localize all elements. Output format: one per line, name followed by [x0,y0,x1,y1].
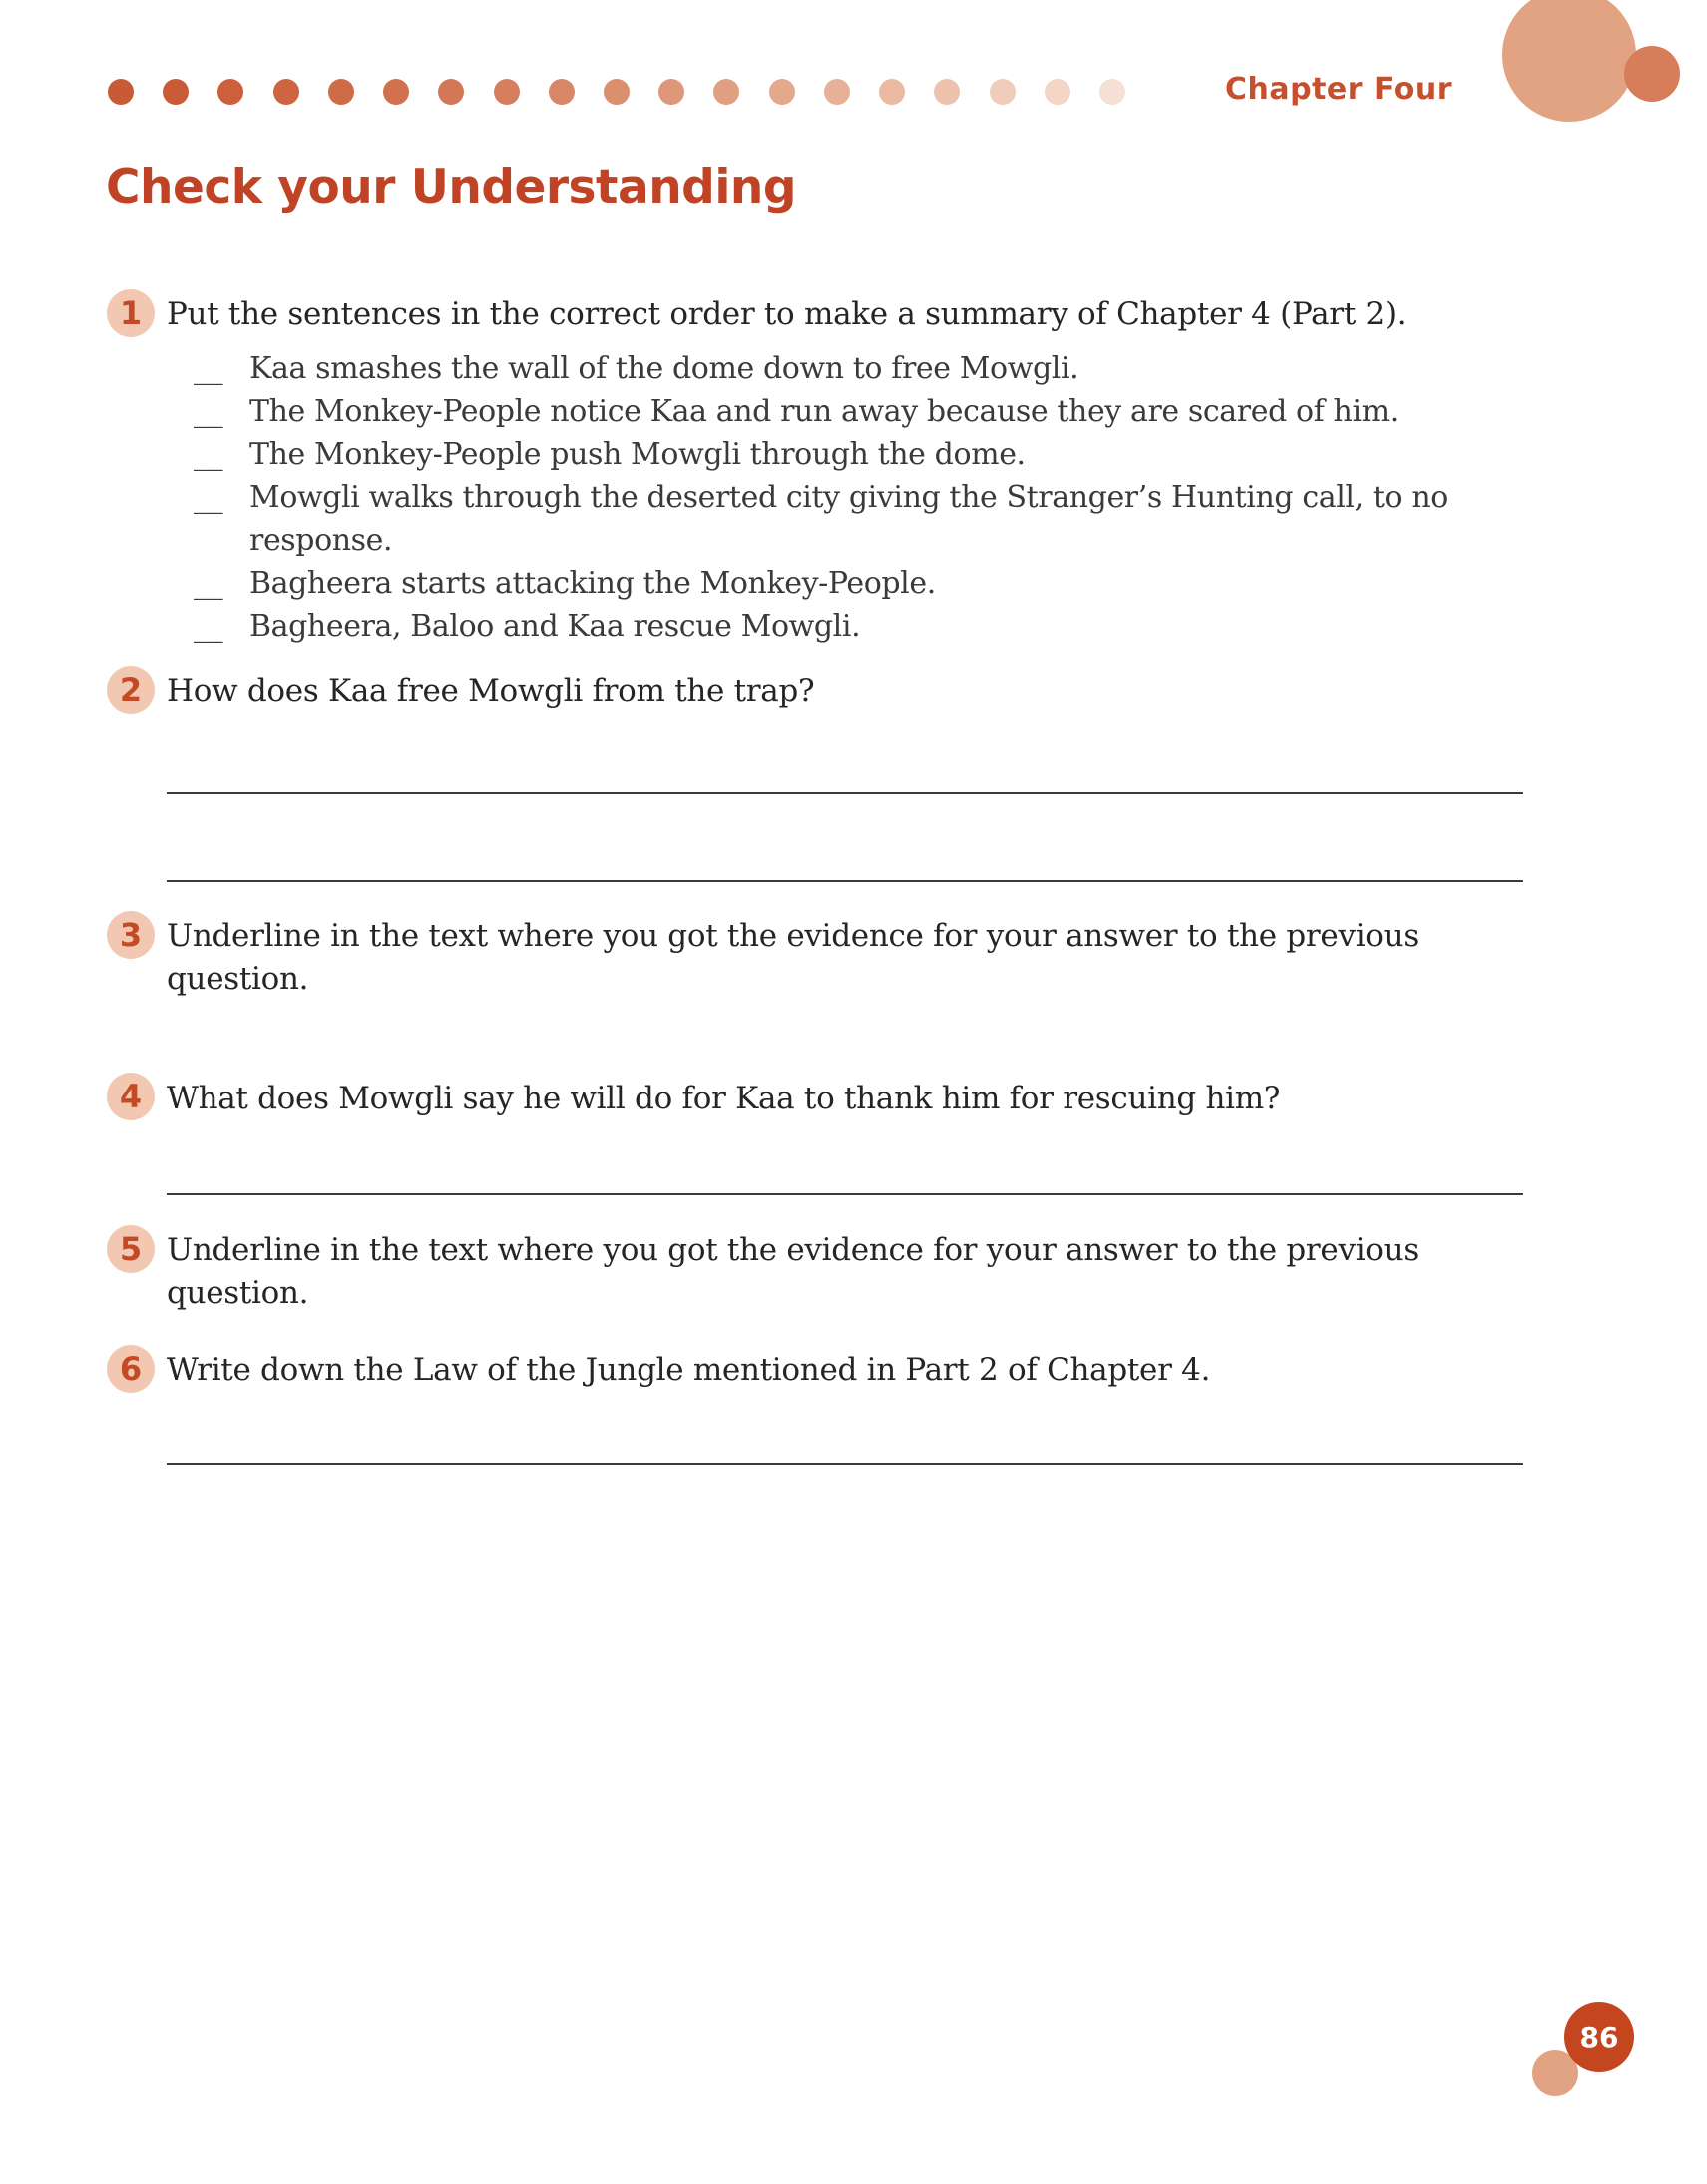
header-dot [658,79,684,105]
question-text: What does Mowgli say he will do for Kaa to thank him for rescuing him? [167,1081,1281,1116]
header-dot [273,79,299,105]
question-text: Underline in the text where you got the evidence for your answer to the previous question. [167,1232,1419,1311]
header-dot [549,79,575,105]
page-number: 86 [1564,2002,1634,2072]
header-dot [824,79,850,105]
header-dot [604,79,630,105]
decorative-circle-small [1624,46,1680,102]
question-number-badge: 4 [107,1073,155,1120]
question-number-badge: 5 [107,1225,155,1273]
question-number-badge: 1 [107,289,155,337]
header-dot [1045,79,1070,105]
question-text: Write down the Law of the Jungle mentioned in Part 2 of Chapter 4. [167,1352,1211,1388]
header-dot [769,79,795,105]
list-item: __ The Monkey-People notice Kaa and run away because they are scared of him. [194,390,1451,433]
order-blank[interactable]: __ [194,394,223,429]
header-dot [328,79,354,105]
question-number-badge: 3 [107,911,155,959]
chapter-label: Chapter Four [1225,72,1453,107]
header-dot [990,79,1016,105]
order-blank[interactable]: __ [194,609,223,644]
list-item: __ Kaa smashes the wall of the dome down to free Mowgli. [194,347,1451,390]
header-dot [494,79,520,105]
list-item: __ Mowgli walks through the deserted city giving the Stranger’s Hunting call, to no response. [194,476,1451,562]
question-number-badge: 2 [107,666,155,714]
question-text: Underline in the text where you got the evidence for your answer to the previous question. [167,918,1419,997]
list-item: __ Bagheera starts attacking the Monkey-People. [194,562,1451,605]
header-dot [1099,79,1125,105]
answer-line[interactable] [167,1463,1523,1465]
order-blank[interactable]: __ [194,351,223,386]
order-blank[interactable]: __ [194,437,223,472]
page-title: Check your Understanding [106,160,797,215]
answer-line[interactable] [167,880,1523,882]
sentence-order-list [194,347,1451,648]
question-text: How does Kaa free Mowgli from the trap? [167,673,815,709]
answer-line[interactable] [167,1193,1523,1195]
header-dot [163,79,189,105]
list-item: __ Bagheera, Baloo and Kaa rescue Mowgli. [194,605,1451,648]
answer-line[interactable] [167,792,1523,794]
header-dot [383,79,409,105]
decorative-circle-large [1502,0,1636,122]
header-dot [713,79,739,105]
question-number-badge: 6 [107,1345,155,1393]
order-blank[interactable]: __ [194,566,223,601]
order-blank[interactable]: __ [194,480,223,515]
header-dot [879,79,905,105]
list-item: __ The Monkey-People push Mowgli through the dome. [194,433,1451,476]
header-dot [217,79,243,105]
header-dot-row [108,78,1125,106]
header-dot [108,79,134,105]
header-dot [934,79,960,105]
question-text: Put the sentences in the correct order to make a summary of Chapter 4 (Part 2). [167,296,1407,332]
header-dot [438,79,464,105]
